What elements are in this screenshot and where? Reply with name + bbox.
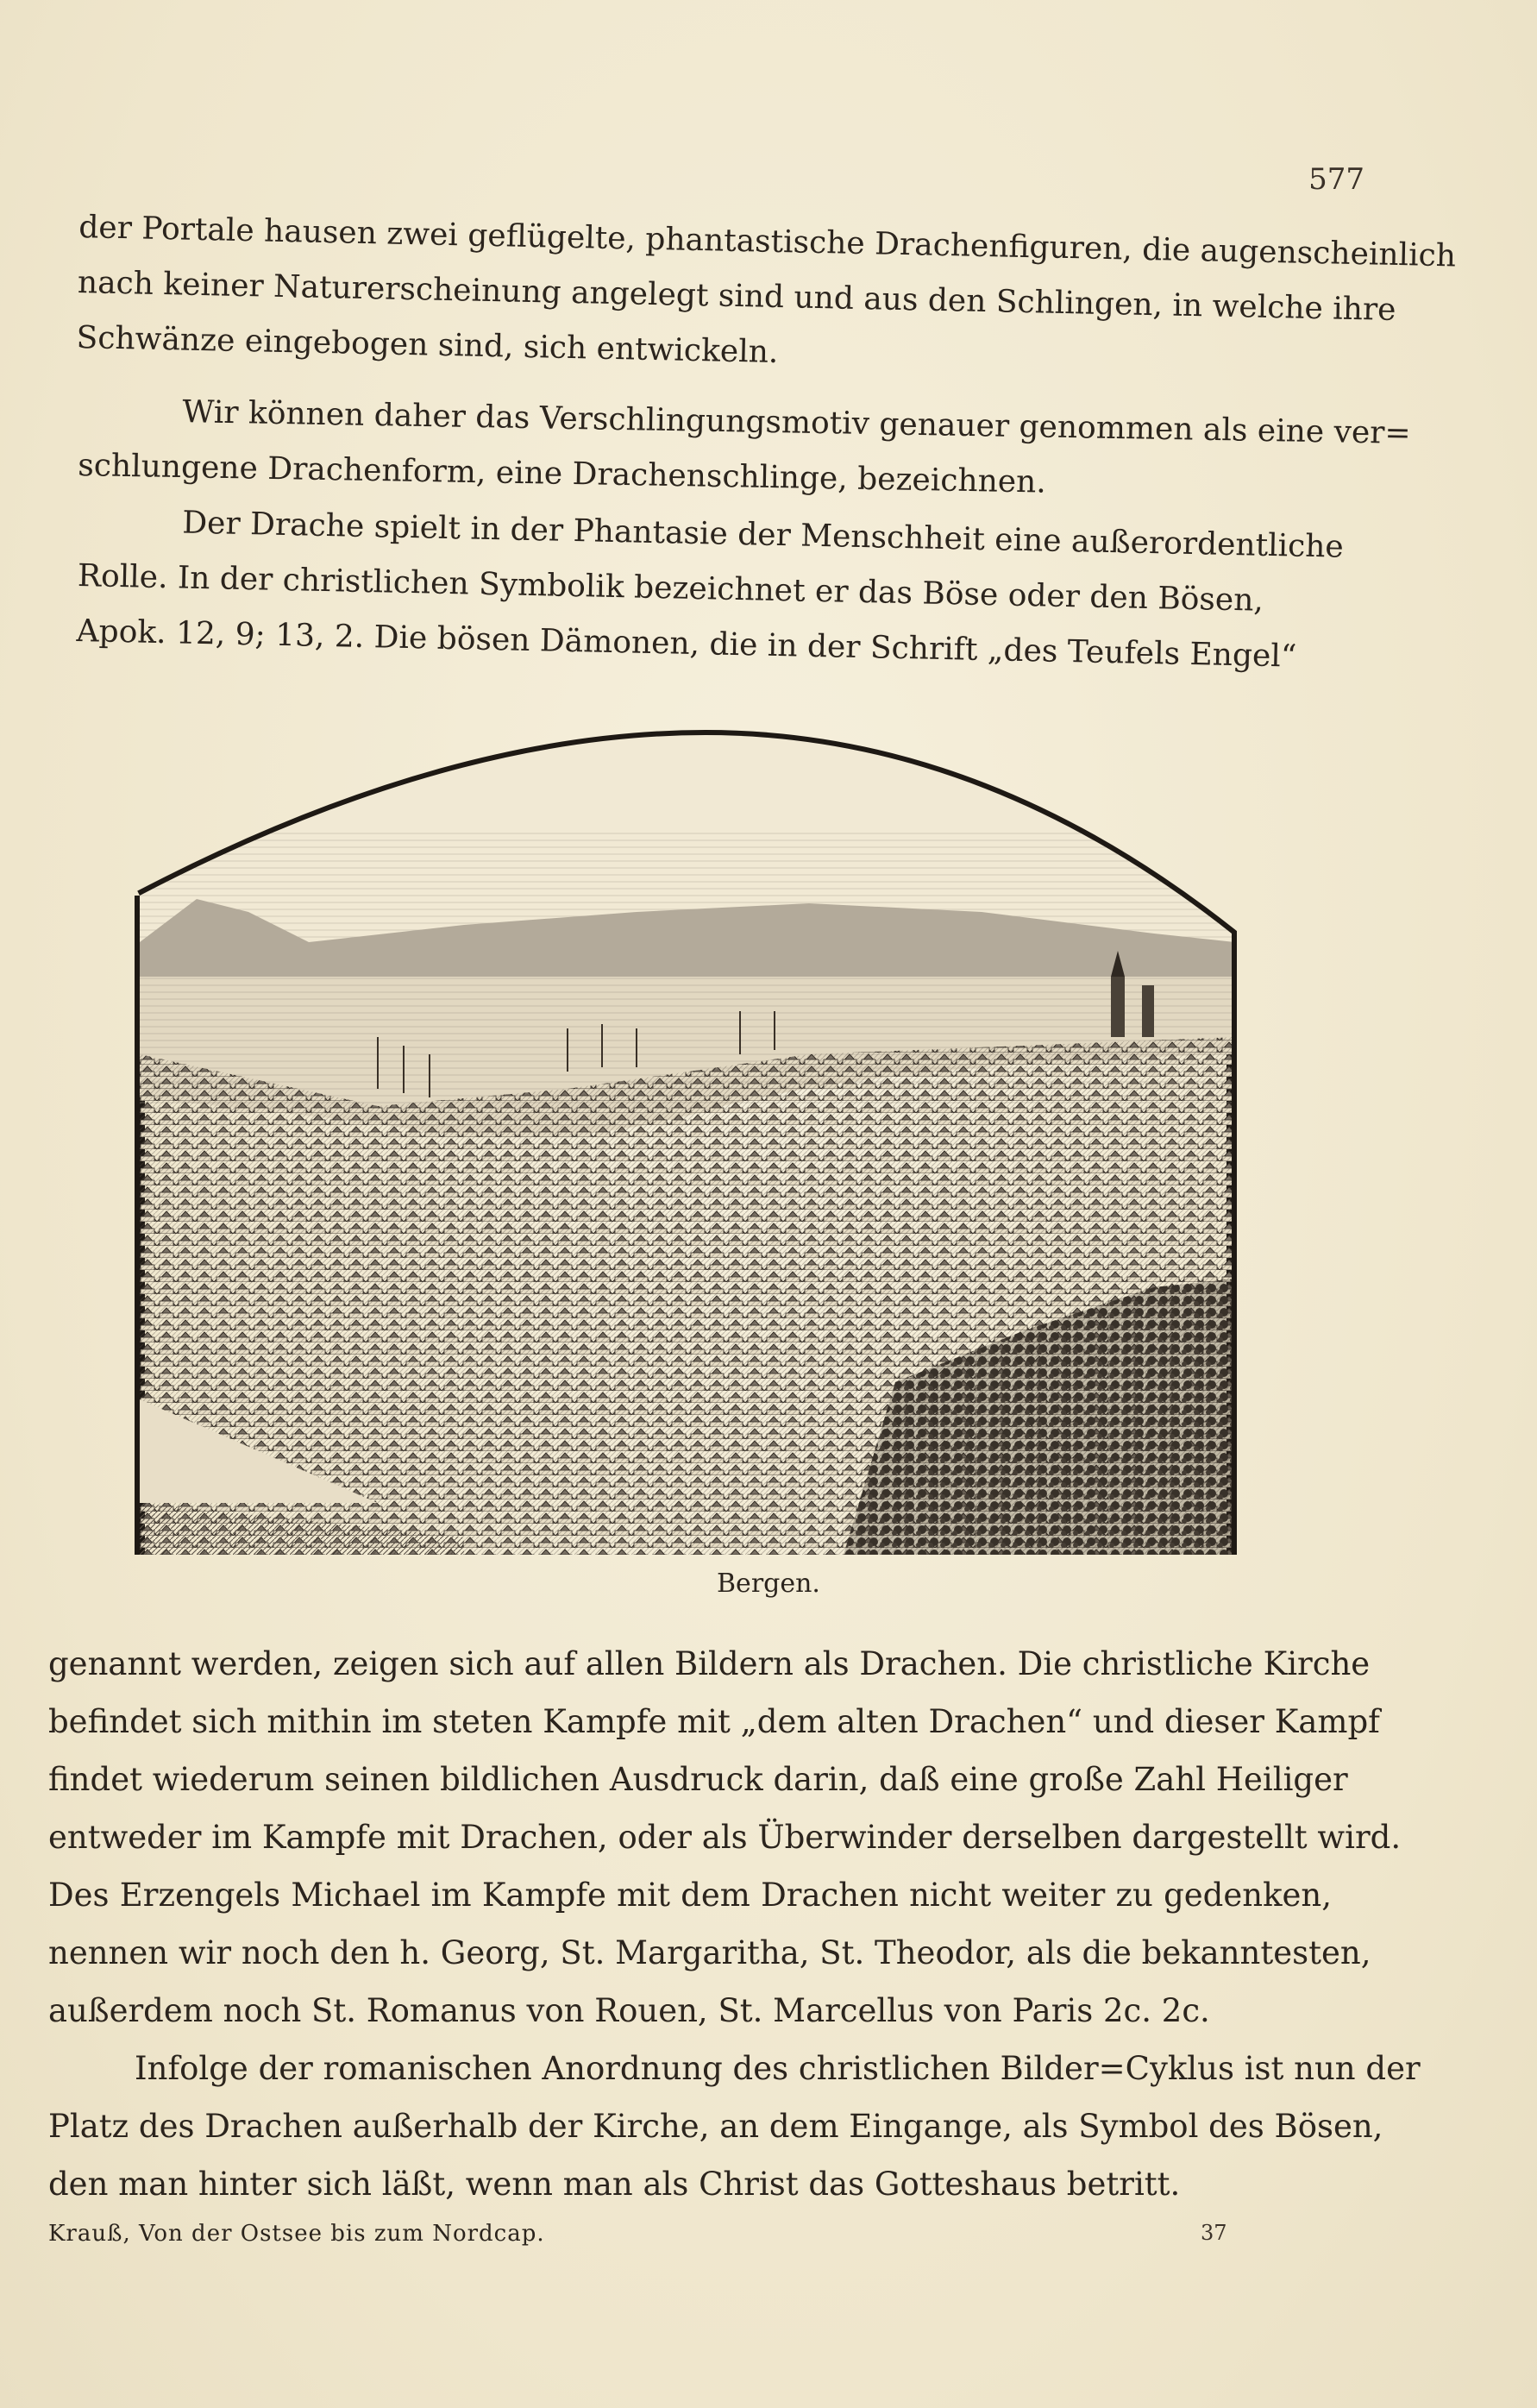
text-line: Schwänze eingebogen sind, sich entwickeln.: [76, 319, 779, 371]
text-line: genannt werden, zeigen sich auf allen Bildern als Drachen. Die christliche Kirche: [48, 1645, 1371, 1682]
text-line: Des Erzengels Michael im Kampfe mit dem Drachen nicht weiter zu gedenken,: [48, 1877, 1332, 1914]
signature-mark: 37: [1201, 2221, 1227, 2245]
text-line: den man hinter sich läßt, wenn man als Christ das Gotteshaus betritt.: [48, 2166, 1181, 2203]
text-line: nennen wir noch den h. Georg, St. Margaritha, St. Theodor, als die bekanntesten,: [48, 1934, 1371, 1971]
top-paragraph-1: [76, 200, 1457, 393]
text-line: findet wiederum seinen bildlichen Ausdruck darin, daß eine große Zahl Heiliger: [48, 1761, 1348, 1798]
figure-caption: Bergen.: [717, 1569, 820, 1599]
text-line: Platz des Drachen außerhalb der Kirche, an dem Eingange, als Symbol des Bösen,: [48, 2108, 1383, 2145]
top-paragraph-2: [77, 383, 1411, 516]
engraving-illustration: [119, 726, 1249, 1555]
text-line: nach keiner Naturerscheinung angelegt sind und aus den Schlingen, in welche ihre: [77, 264, 1396, 328]
text-line: entweder im Kampfe mit Drachen, oder als Überwinder derselben dargestellt wird.: [48, 1819, 1402, 1856]
text-line: außerdem noch St. Romanus von Rouen, St. Marcellus von Paris 2c. 2c.: [48, 1992, 1210, 2029]
text-line: schlungene Drachenform, eine Drachenschlinge, bezeichnen.: [77, 447, 1047, 500]
text-line: Der Drache spielt in der Phantasie der Menschheit eine außerordentliche: [181, 505, 1345, 565]
bergen-engraving: [119, 726, 1249, 1555]
text-line: Wir können daher das Verschlingungsmotiv genauer genommen als eine ver=: [182, 394, 1411, 451]
text-line: der Portale hausen zwei geflügelte, phantastische Drachenfiguren, die augenscheinlich: [78, 209, 1457, 274]
top-paragraph-3: [76, 494, 1364, 686]
text-line: Apok. 12, 9; 13, 2. Die bösen Dämonen, die in der Schrift „des Teufels Engel“: [76, 613, 1297, 675]
page-number: 577: [1308, 162, 1364, 197]
text-line: Infolge der romanischen Anordnung des christlichen Bilder=Cyklus ist nun der: [135, 2050, 1421, 2087]
text-line: Rolle. In der christlichen Symbolik bezeichnet er das Böse oder den Bösen,: [77, 557, 1264, 619]
running-footer-title: Krauß, Von der Ostsee bis zum Nordcap.: [48, 2221, 545, 2247]
body-paragraphs: [48, 1635, 1421, 2213]
text-line: befindet sich mithin im steten Kampfe mit „dem alten Drachen“ und dieser Kampf: [48, 1703, 1380, 1740]
